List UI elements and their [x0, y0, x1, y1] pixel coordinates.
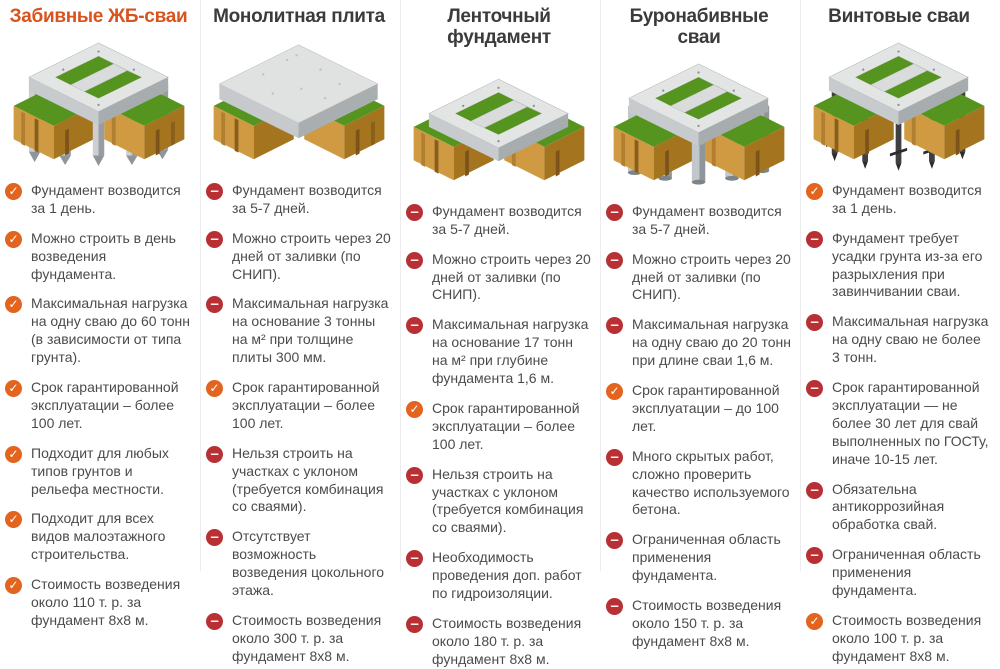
feature-item — [5, 576, 192, 630]
feature-text: Срок гарантированной эксплуатации – более 100 лет. — [232, 379, 380, 431]
column-strip-foundation — [400, 0, 600, 667]
feature-text: Фундамент возводится за 1 день. — [31, 181, 181, 216]
feature-item — [206, 182, 392, 218]
column-title: Монолитная плита — [213, 6, 385, 27]
feature-list — [5, 182, 192, 630]
feature-item — [806, 230, 992, 302]
feature-item — [206, 295, 392, 367]
feature-text: Максимальная нагрузка на основание 3 тонны на м² при толщине плиты 300 мм. — [232, 295, 389, 366]
feature-item — [606, 597, 792, 651]
feature-text: Ограниченная область применения фундамента. — [832, 546, 981, 599]
feature-item — [206, 528, 392, 600]
check-circle-icon: ✓ — [206, 380, 223, 397]
feature-text: Фундамент возводится за 5-7 дней. — [432, 202, 582, 237]
minus-circle-icon: − — [206, 613, 223, 630]
minus-circle-icon: − — [806, 482, 823, 499]
check-circle-icon: ✓ — [5, 231, 22, 248]
feature-text: Нельзя строить на участках с уклоном (требуется комбинация со сваями). — [432, 465, 584, 536]
feature-item — [606, 251, 792, 305]
feature-item — [206, 230, 392, 284]
feature-text: Обязательна антикоррозийная обработка свай. — [832, 480, 945, 533]
bored-piles-drawing — [606, 51, 792, 197]
minus-circle-icon: − — [806, 314, 823, 331]
minus-circle-icon: − — [206, 183, 223, 200]
feature-item — [406, 203, 592, 239]
column-title: Ленточный фундамент — [447, 6, 551, 48]
check-circle-icon: ✓ — [5, 511, 22, 528]
check-circle-icon: ✓ — [806, 613, 823, 630]
minus-circle-icon: − — [206, 231, 223, 248]
feature-list — [606, 203, 792, 651]
feature-text: Можно строить через 20 дней от заливки (по СНИП). — [632, 250, 791, 303]
feature-item — [806, 182, 992, 218]
minus-circle-icon: − — [206, 296, 223, 313]
feature-item — [806, 546, 992, 600]
feature-item — [206, 379, 392, 433]
column-bored-piles — [600, 0, 800, 649]
column-title: Буронабивные сваи — [629, 6, 769, 48]
feature-text: Фундамент возводится за 5-7 дней. — [232, 181, 382, 216]
illustration-driven-piles — [5, 30, 192, 176]
feature-list — [406, 203, 592, 669]
feature-text: Максимальная нагрузка на одну сваю до 20 тонн при длине сваи 1,6 м. — [632, 316, 791, 369]
feature-list — [806, 182, 992, 666]
illustration-monolithic-slab — [206, 30, 392, 176]
feature-item — [406, 316, 592, 388]
minus-circle-icon: − — [406, 204, 423, 221]
feature-item — [406, 549, 592, 603]
minus-circle-icon: − — [206, 529, 223, 546]
check-circle-icon: ✓ — [5, 296, 22, 313]
feature-item — [806, 612, 992, 666]
feature-text: Стоимость возведения около 110 т. р. за фундамент 8х8 м. — [31, 576, 181, 629]
feature-item — [806, 379, 992, 469]
feature-item — [5, 230, 192, 284]
feature-text: Стоимость возведения около 100 т. р. за фундамент 8х8 м. — [832, 612, 982, 664]
feature-item — [806, 313, 992, 367]
column-title: Винтовые сваи — [828, 6, 970, 27]
feature-item — [5, 445, 192, 499]
check-circle-icon: ✓ — [5, 183, 22, 200]
feature-text: Стоимость возведения около 180 т. р. за фундамент 8х8 м. — [432, 615, 582, 667]
strip-foundation-drawing — [406, 51, 592, 197]
feature-item — [406, 251, 592, 305]
feature-item — [406, 400, 592, 454]
minus-circle-icon: − — [606, 532, 623, 549]
feature-text: Стоимость возведения около 300 т. р. за фундамент 8х8 м. — [232, 612, 382, 664]
feature-item — [806, 481, 992, 535]
minus-circle-icon: − — [606, 317, 623, 334]
feature-item — [606, 203, 792, 239]
column-driven-piles — [0, 0, 200, 629]
minus-circle-icon: − — [406, 616, 423, 633]
feature-item — [606, 448, 792, 520]
minus-circle-icon: − — [606, 252, 623, 269]
minus-circle-icon: − — [606, 204, 623, 221]
check-circle-icon: ✓ — [5, 577, 22, 594]
feature-text: Ограниченная область применения фундамента. — [632, 531, 781, 584]
check-circle-icon: ✓ — [406, 401, 423, 418]
minus-circle-icon: − — [606, 449, 623, 466]
minus-circle-icon: − — [206, 446, 223, 463]
feature-item — [406, 466, 592, 538]
feature-item — [606, 382, 792, 436]
minus-circle-icon: − — [406, 467, 423, 484]
feature-item — [206, 445, 392, 517]
check-circle-icon: ✓ — [606, 383, 623, 400]
minus-circle-icon: − — [806, 231, 823, 248]
feature-text: Стоимость возведения около 150 т. р. за фундамент 8х8 м. — [632, 597, 782, 649]
illustration-bored-piles — [606, 51, 792, 197]
feature-text: Подходит для всех видов малоэтажного строительства. — [31, 510, 166, 563]
feature-text: Фундамент возводится за 5-7 дней. — [632, 202, 782, 237]
feature-text: Можно строить через 20 дней от заливки (по СНИП). — [432, 250, 591, 303]
feature-text: Максимальная нагрузка на основание 17 тонн на м² при глубине фундамента 1,6 м. — [432, 316, 589, 387]
minus-circle-icon: − — [406, 317, 423, 334]
feature-item — [606, 531, 792, 585]
feature-text: Максимальная нагрузка на одну сваю до 60 тонн (в зависимости от типа грунта). — [31, 295, 190, 366]
feature-text: Срок гарантированной эксплуатации – более 100 лет. — [31, 379, 179, 431]
feature-text: Фундамент требует усадки грунта из-за его разрыхления при завинчивании сваи. — [832, 229, 983, 300]
feature-text: Срок гарантированной эксплуатации – до 100 лет. — [632, 382, 780, 434]
check-circle-icon: ✓ — [5, 446, 22, 463]
illustration-strip-foundation — [406, 51, 592, 197]
column-screw-piles — [800, 0, 1000, 664]
feature-text: Отсутствует возможность возведения цокольного этажа. — [232, 528, 385, 599]
feature-text: Срок гарантированной эксплуатации — не более 30 лет для свай выполненных по ГОСТу, иначе 10-15 лет. — [832, 379, 989, 467]
feature-text: Подходит для любых типов грунтов и рельефа местности. — [31, 444, 169, 497]
feature-text: Много скрытых работ, сложно проверить качество используемого бетона. — [632, 447, 790, 518]
driven-piles-drawing — [6, 30, 192, 176]
feature-item — [5, 295, 192, 367]
column-title: Забивные ЖБ-сваи — [9, 6, 188, 27]
column-monolithic-slab — [200, 0, 400, 664]
minus-circle-icon: − — [806, 380, 823, 397]
illustration-screw-piles — [806, 30, 992, 176]
minus-circle-icon: − — [606, 598, 623, 615]
check-circle-icon: ✓ — [806, 183, 823, 200]
feature-text: Максимальная нагрузка на одну сваю не более 3 тонн. — [832, 313, 989, 366]
feature-text: Нельзя строить на участках с уклоном (требуется комбинация со сваями). — [232, 444, 384, 515]
feature-item — [206, 612, 392, 666]
feature-item — [606, 316, 792, 370]
feature-text: Фундамент возводится за 1 день. — [832, 181, 982, 216]
minus-circle-icon: − — [406, 252, 423, 269]
screw-piles-drawing — [806, 30, 992, 176]
feature-text: Можно строить в день возведения фундамента. — [31, 229, 176, 282]
feature-item — [406, 615, 592, 669]
check-circle-icon: ✓ — [5, 380, 22, 397]
feature-list — [206, 182, 392, 666]
minus-circle-icon: − — [806, 547, 823, 564]
feature-item — [5, 510, 192, 564]
feature-item — [5, 182, 192, 218]
feature-text: Можно строить через 20 дней от заливки (по СНИП). — [232, 229, 391, 282]
feature-text: Срок гарантированной эксплуатации – более 100 лет. — [432, 399, 580, 452]
feature-item — [5, 379, 192, 433]
feature-text: Необходимость проведения доп. работ по гидроизоляции. — [432, 549, 582, 602]
minus-circle-icon: − — [406, 550, 423, 567]
monolithic-slab-drawing — [206, 30, 392, 176]
